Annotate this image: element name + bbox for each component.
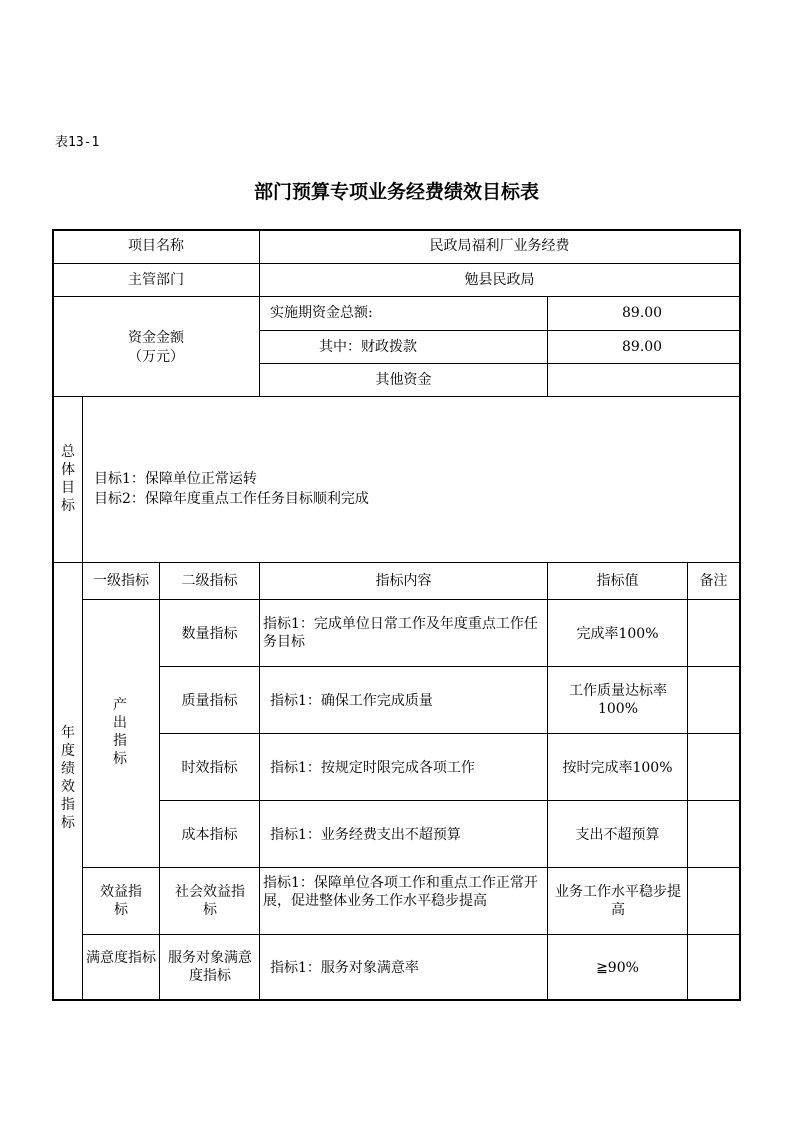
row-level2: 社会效益指标 — [175, 884, 245, 918]
header-level1: 一级指标 — [93, 573, 149, 589]
header-level2: 二级指标 — [181, 573, 238, 589]
row-content: 指标1：按规定时限完成各项工作 — [270, 760, 475, 776]
funds-label: 资金金额 — [128, 330, 184, 346]
row-content: 指标1：确保工作完成质量 — [270, 693, 433, 709]
project-name-label: 项目名称 — [128, 238, 184, 254]
dept-label: 主管部门 — [128, 272, 184, 288]
row-level2: 时效指标 — [181, 760, 238, 776]
satisfaction-indicators-label: 满意度指标 — [86, 950, 156, 966]
overall-goal-label: 总体目标 — [61, 444, 75, 514]
page-title: 部门预算专项业务经费绩效目标表 — [253, 181, 539, 203]
total-funds-value: 89.00 — [622, 305, 663, 321]
table-number: 表13-1 — [55, 135, 100, 150]
output-indicators-label: 产出指标 — [113, 697, 127, 767]
fiscal-value: 89.00 — [622, 339, 663, 355]
row-level2: 数量指标 — [181, 626, 238, 642]
fiscal-label: 其中：财政拨款 — [319, 339, 417, 355]
row-content: 指标1：业务经费支出不超预算 — [270, 827, 461, 843]
funds-unit: （万元） — [128, 349, 184, 365]
row-level2: 服务对象满意度指标 — [168, 950, 252, 984]
row-value: ≧90% — [596, 960, 639, 976]
header-value: 指标值 — [596, 573, 639, 589]
header-remark: 备注 — [699, 573, 728, 589]
row-value: 支出不超预算 — [575, 827, 660, 843]
project-name-value: 民政局福利厂业务经费 — [429, 238, 570, 254]
annual-indicators-label: 年度绩效指标 — [61, 725, 75, 831]
goal-1: 目标1：保障单位正常运转 — [94, 471, 257, 487]
row-content: 指标1：保障单位各项工作和重点工作正常开展，促进整体业务工作水平稳步提高 — [263, 875, 538, 909]
dept-value: 勉县民政局 — [464, 272, 535, 288]
row-level2: 质量指标 — [181, 693, 238, 709]
total-funds-label: 实施期资金总额: — [270, 305, 373, 321]
other-funds-label: 其他资金 — [375, 372, 432, 388]
row-content: 指标1：服务对象满意率 — [270, 960, 419, 976]
row-level2: 成本指标 — [181, 827, 238, 843]
row-value: 业务工作水平稳步提高 — [555, 884, 681, 918]
header-content: 指标内容 — [375, 573, 432, 589]
row-value: 工作质量达标率100% — [569, 683, 667, 717]
row-value: 按时完成率100% — [562, 760, 673, 776]
benefit-indicators-label: 效益指标 — [100, 884, 142, 918]
row-value: 完成率100% — [576, 626, 659, 642]
row-content: 指标1：完成单位日常工作及年度重点工作任务目标 — [263, 616, 538, 650]
goal-2: 目标2：保障年度重点工作任务目标顺利完成 — [94, 491, 369, 507]
